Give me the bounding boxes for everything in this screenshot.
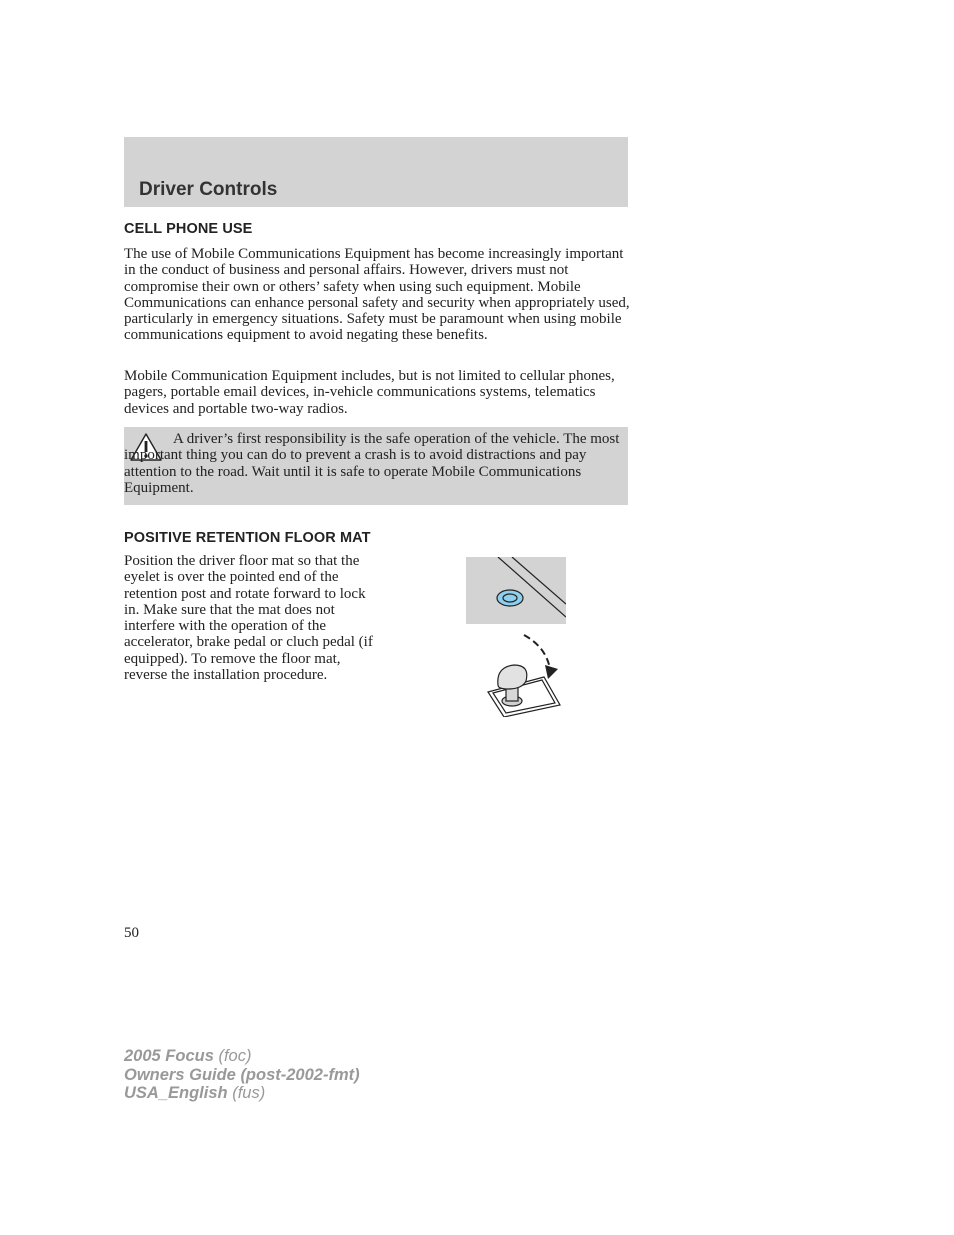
cell-phone-paragraph-1: The use of Mobile Communications Equipment has become increasingly important in the conduct of business and personal affairs. However, drivers must not compromise their own or others’ safety when using such equipment. Mobile Communications can enhance personal safety and security when appropriately used, particularly in emergency situations. Safety must be paramount when using mobile communications equipment to avoid negating these benefits. — [124, 246, 630, 344]
floor-mat-retention-illustration — [466, 557, 566, 717]
section-heading-floor-mat: POSITIVE RETENTION FLOOR MAT — [124, 530, 371, 546]
rotate-arrow-icon — [524, 635, 558, 679]
footer-line-1: 2005 Focus (foc) — [124, 1047, 252, 1065]
footer-line-2: Owners Guide (post-2002-fmt) — [124, 1065, 360, 1084]
floor-mat-panel — [466, 557, 566, 624]
document-footer — [124, 1047, 360, 1103]
warning-box — [124, 427, 628, 505]
section-heading-cell-phone-use: CELL PHONE USE — [124, 221, 253, 237]
cell-phone-paragraph-2: Mobile Communication Equipment includes, but is not limited to cellular phones, pagers, portable email devices, in-vehicle communications systems, telematics devices and portable two-way radios. — [124, 368, 615, 417]
page-title: Driver Controls — [139, 179, 278, 200]
warning-text: A driver’s first responsibility is the safe operation of the vehicle. The most important thing you can do to prevent a crash is to avoid distractions and pay attention to the road. Wait until it is safe to operate Mobile Communications Equipment. — [124, 431, 620, 496]
section-header-band — [124, 137, 628, 207]
floor-mat-paragraph: Position the driver floor mat so that the eyelet is over the pointed end of the retention post and rotate forward to lock in. Make sure that the mat does not interfere with the operation of the accelerator, brake pedal or cluch pedal (if equipped). To remove the floor mat, reverse the installation procedure. — [124, 553, 373, 684]
page-number: 50 — [124, 925, 139, 941]
footer-line-3: USA_English (fus) — [124, 1084, 266, 1102]
